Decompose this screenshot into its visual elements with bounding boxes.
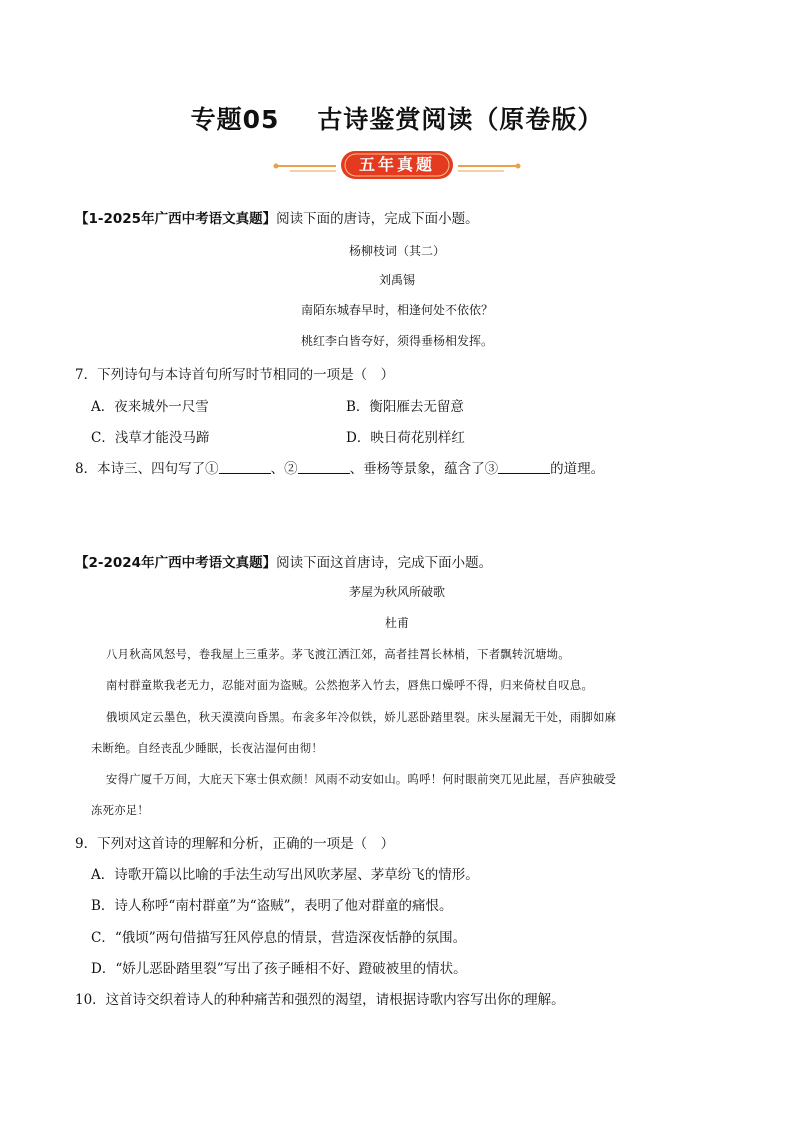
- q10-stem: 10．这首诗交织着诗人的种种痛苦和强烈的渴望，请根据诗歌内容写出你的理解。: [75, 992, 565, 1008]
- poem2-line-5: 安得广厦千万间，大庇天下寒士俱欢颜！风雨不动安如山。呜呼！何时眼前突兀见此屋，吾庐独破受: [106, 773, 617, 786]
- q8-blank-1[interactable]: [219, 461, 271, 474]
- poem2-line-6: 冻死亦足！: [91, 804, 149, 817]
- section2-tag: 【2-2024年广西中考语文真题】: [75, 555, 277, 571]
- q9-option-b[interactable]: B．诗人称呼“南村群童”为“盗贼”，表明了他对群童的痛恨。: [91, 898, 453, 914]
- title-prefix: 专题05: [190, 105, 280, 134]
- q9-option-d[interactable]: D．“娇儿恶卧踏里裂”写出了孩子睡相不好、蹬破被里的情状。: [91, 961, 467, 977]
- q9-stem: 9．下列对这首诗的理解和分析，正确的一项是（ ）: [75, 836, 395, 852]
- banner-ribbon-left: [274, 164, 337, 172]
- page-title: [0, 100, 794, 136]
- q9-option-a[interactable]: A．诗歌开篇以比喻的手法生动写出风吹茅屋、茅草纷飞的情形。: [91, 867, 479, 883]
- section1-tag: 【1-2025年广西中考语文真题】: [75, 211, 277, 227]
- section2-intro: 阅读下面这首唐诗，完成下面小题。: [276, 555, 493, 571]
- q7-option-d[interactable]: D．映日荷花别样红: [346, 430, 465, 446]
- poem1-line-2: 桃红李白皆夸好，须得垂杨相发挥。: [300, 334, 493, 348]
- q8-part-3: 、垂杨等景象，蕴含了③: [349, 461, 499, 477]
- banner-ribbon-right: [458, 164, 521, 172]
- poem1-author: 刘禹锡: [378, 273, 415, 287]
- q8-part-4: 的道理。: [550, 461, 605, 477]
- poem2-line-3: 俄顷风定云墨色，秋天漠漠向昏黑。布衾多年冷似铁，娇儿恶卧踏里裂。床头屋漏无干处，雨脚如麻: [106, 711, 617, 724]
- q8-stem: [75, 457, 604, 477]
- q8-blank-3[interactable]: [498, 461, 550, 474]
- poem1-line-1: 南陌东城春早时，相逢何处不依依？: [300, 303, 493, 317]
- poem2-title: 茅屋为秋风所破歌: [348, 585, 445, 599]
- q7-stem: 7．下列诗句与本诗首句所写时节相同的一项是（ ）: [75, 367, 395, 383]
- poem2-line-1: 八月秋高风怒号，卷我屋上三重茅。茅飞渡江洒江郊，高者挂罥长林梢，下者飘转沉塘坳。: [106, 648, 570, 661]
- q8-blank-2[interactable]: [298, 461, 350, 474]
- title-main: 古诗鉴赏阅读（原卷版）: [317, 105, 604, 134]
- poem2-line-4: 未断绝。自经丧乱少睡眠，长夜沾湿何由彻！: [91, 742, 323, 755]
- poem2-line-2: 南村群童欺我老无力，忍能对面为盗贼。公然抱茅入竹去，唇焦口燥呼不得，归来倚杖自叹息。: [106, 679, 594, 692]
- q8-part-2: 、②: [270, 461, 298, 477]
- q9-option-c[interactable]: C．“俄顷”两句借描写狂风停息的情景，营造深夜恬静的氛围。: [91, 930, 467, 946]
- q7-option-c[interactable]: C．浅草才能没马蹄: [91, 430, 210, 446]
- q7-option-a[interactable]: A．夜来城外一尺雪: [91, 399, 209, 415]
- banner-label: 五年真题: [358, 155, 435, 174]
- section1-intro: 阅读下面的唐诗，完成下面小题。: [276, 211, 479, 227]
- poem1-title: 杨柳枝词（其二）: [348, 244, 445, 258]
- poem2-author: 杜甫: [384, 616, 409, 630]
- section1-header: [75, 207, 479, 227]
- q8-part-1: 8．本诗三、四句写了①: [75, 461, 219, 477]
- section2-header: [75, 551, 492, 571]
- q7-option-b[interactable]: B．衡阳雁去无留意: [346, 399, 464, 415]
